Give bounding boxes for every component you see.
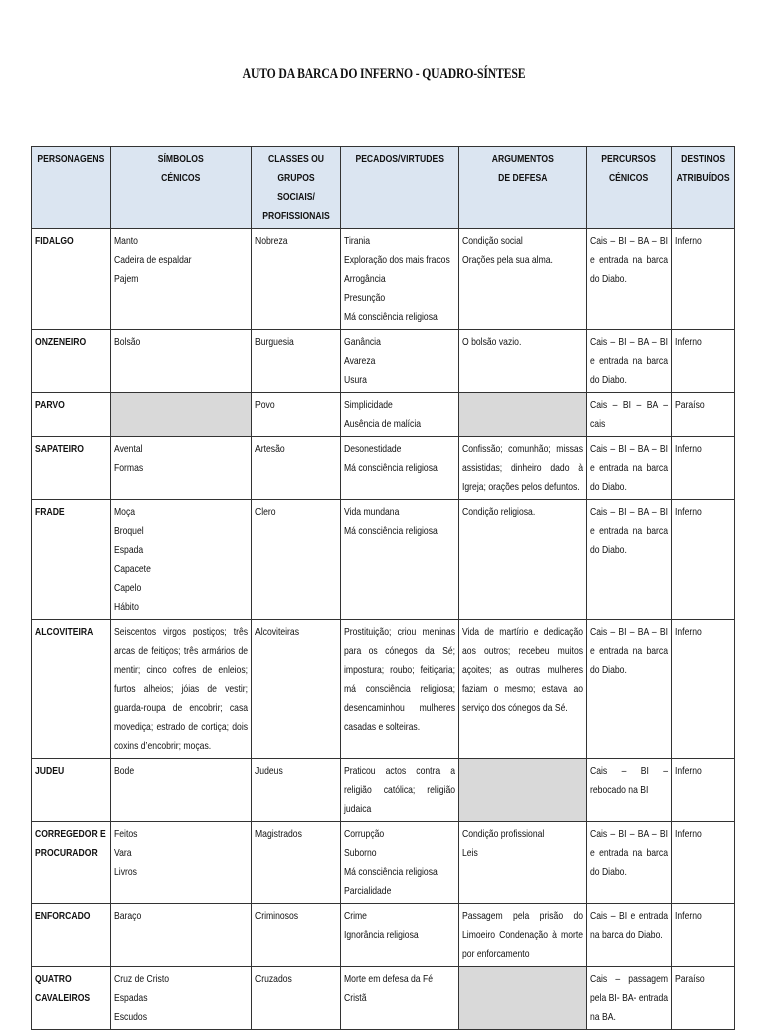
cell-destino-text: Inferno (675, 336, 702, 348)
col-personagens-header (32, 147, 111, 229)
cell-pecados-line: Avareza (344, 355, 376, 367)
cell-percurso-text: Cais – BI – BA – BI e entrada na barca do Diabo. (590, 828, 669, 878)
cell-percurso-text: Cais – BI – BA – BI e entrada na barca do Diabo. (590, 506, 669, 556)
cell-classe (252, 437, 341, 500)
cell-simbolos-line: Espada (114, 544, 144, 556)
table-row (32, 229, 735, 330)
cell-pecados-line: Usura (344, 374, 367, 386)
cell-percurso-text: Cais – BI – BA – BI e entrada na barca do Diabo. (590, 235, 669, 285)
header-text: CÉNICOS (609, 172, 649, 184)
cell-classe (252, 967, 341, 1030)
table-row (32, 822, 735, 904)
header-text: DESTINOS (680, 153, 726, 165)
cell-argumentos (459, 330, 587, 393)
cell-percurso-text: Cais – BI e entrada na barca do Diabo. (590, 910, 669, 941)
cell-classe-line: Criminosos (255, 910, 299, 922)
cell-pecados-line: Suborno (344, 847, 377, 859)
cell-classe-line: Alcoviteiras (255, 626, 300, 638)
cell-percurso (587, 393, 672, 437)
cell-simbolos-line: Vara (114, 847, 132, 859)
cell-percurso (587, 229, 672, 330)
cell-classe-line: Nobreza (255, 235, 288, 247)
cell-destino (672, 229, 735, 330)
cell-argumentos (459, 500, 587, 620)
cell-percurso-text: Cais – BI – BA – BI e entrada na barca do Diabo. (590, 336, 669, 386)
cell-argumentos-line: Leis (462, 847, 478, 859)
cell-classe-line: Clero (255, 506, 276, 518)
col-pecados-header (341, 147, 459, 229)
cell-personagem (32, 759, 111, 822)
cell-percurso (587, 967, 672, 1030)
cell-percurso (587, 437, 672, 500)
cell-pecados (341, 229, 459, 330)
cell-classe (252, 330, 341, 393)
cell-personagem (32, 229, 111, 330)
cell-destino-text: Inferno (675, 626, 702, 638)
header-text: SOCIAIS/ (277, 191, 315, 203)
cell-percurso-text: Cais – passagem pela BI- BA- entrada na BA. (590, 973, 669, 1023)
table-row (32, 393, 735, 437)
cell-pecados-line: Desonestidade (344, 443, 402, 455)
cell-simbolos (111, 759, 252, 822)
header-text: SÍMBOLOS (158, 153, 204, 165)
cell-destino-text: Paraíso (675, 973, 705, 985)
cell-personagem (32, 500, 111, 620)
cell-destino (672, 759, 735, 822)
col-classes-header (252, 147, 341, 229)
cell-classe (252, 822, 341, 904)
cell-pecados (341, 330, 459, 393)
cell-argumentos-line: Condição social (462, 235, 523, 247)
cell-classe (252, 759, 341, 822)
cell-destino (672, 904, 735, 967)
cell-simbolos (111, 822, 252, 904)
cell-personagem-line: ONZENEIRO (35, 336, 87, 348)
cell-simbolos-line: Pajem (114, 273, 139, 285)
cell-argumentos-line: Condição profissional (462, 828, 545, 840)
cell-pecados-line: Ignorância religiosa (344, 929, 419, 941)
cell-argumentos (459, 437, 587, 500)
cell-personagem (32, 330, 111, 393)
cell-simbolos-line: Manto (114, 235, 138, 247)
cell-destino-text: Inferno (675, 828, 702, 840)
table-row (32, 437, 735, 500)
cell-classe-line: Povo (255, 399, 275, 411)
cell-classe (252, 229, 341, 330)
cell-percurso (587, 330, 672, 393)
cell-percurso (587, 620, 672, 759)
cell-destino (672, 437, 735, 500)
cell-classe (252, 620, 341, 759)
cell-pecados-line: Má consciência religiosa (344, 866, 438, 878)
cell-simbolos-line: Baraço (114, 910, 142, 922)
cell-simbolos-line: Espadas (114, 992, 148, 1004)
cell-pecados-line: Corrupção (344, 828, 385, 840)
cell-personagem (32, 437, 111, 500)
cell-pecados (341, 759, 459, 822)
cell-classe (252, 393, 341, 437)
cell-pecados-text: Praticou actos contra a religião católica; religião judaica (344, 765, 456, 815)
cell-simbolos-line: Capacete (114, 563, 151, 575)
col-simbolos-header (111, 147, 252, 229)
cell-simbolos (111, 500, 252, 620)
cell-destino (672, 967, 735, 1030)
col-argumentos-header (459, 147, 587, 229)
table-row (32, 967, 735, 1030)
cell-pecados (341, 822, 459, 904)
cell-pecados (341, 967, 459, 1030)
cell-simbolos (111, 330, 252, 393)
cell-personagem (32, 904, 111, 967)
cell-pecados (341, 620, 459, 759)
cell-destino-text: Inferno (675, 910, 702, 922)
cell-destino-text: Inferno (675, 235, 702, 247)
cell-pecados (341, 500, 459, 620)
cell-personagem (32, 620, 111, 759)
table-row (32, 330, 735, 393)
cell-pecados (341, 393, 459, 437)
cell-pecados-line: Má consciência religiosa (344, 525, 438, 537)
cell-personagem-line: ENFORCADO (35, 910, 91, 922)
cell-argumentos (459, 904, 587, 967)
cell-destino-text: Inferno (675, 765, 702, 777)
cell-simbolos-line: Hábito (114, 601, 139, 613)
cell-pecados (341, 437, 459, 500)
cell-personagem-line: ALCOVITEIRA (35, 626, 94, 638)
cell-classe (252, 500, 341, 620)
cell-percurso-text: Cais – BI – BA – cais (590, 399, 669, 430)
cell-simbolos (111, 904, 252, 967)
col-percursos-header (587, 147, 672, 229)
cell-personagem-line: PROCURADOR (35, 847, 98, 859)
cell-simbolos-line: Cruz de Cristo (114, 973, 170, 985)
cell-argumentos (459, 822, 587, 904)
cell-simbolos-line: Broquel (114, 525, 144, 537)
cell-simbolos (111, 437, 252, 500)
cell-personagem (32, 393, 111, 437)
cell-argumentos (459, 393, 587, 437)
cell-pecados-text: Prostituição; criou meninas para os cónegos da Sé; impostura; roubo; feitiçaria; má consciência religiosa; desencaminhou mulheres casadas e solteiras. (344, 626, 456, 733)
cell-pecados-line: Vida mundana (344, 506, 400, 518)
cell-pecados-line: Simplicidade (344, 399, 393, 411)
cell-pecados (341, 904, 459, 967)
header-text: PECADOS/VIRTUDES (355, 153, 444, 165)
cell-destino-text: Paraíso (675, 399, 705, 411)
cell-personagem-line: QUATRO (35, 973, 72, 985)
cell-personagem (32, 967, 111, 1030)
cell-argumentos-text: Confissão; comunhão; missas assistidas; dinheiro dado à Igreja; orações pelos defuntos. (462, 443, 584, 493)
col-destinos-header (672, 147, 735, 229)
cell-destino (672, 822, 735, 904)
table-row (32, 620, 735, 759)
header-text: PERCURSOS (601, 153, 657, 165)
cell-simbolos-line: Escudos (114, 1011, 148, 1023)
cell-simbolos-text: Seiscentos virgos postiços; três arcas de feitiços; três armários de mentir; cinco cofres de enleios; furtos alheios; jóias de vestir; guarda-roupa de encobrir; casa movediça; estrado de cortiça; dois coxins d’encobrir; moças. (114, 626, 249, 752)
cell-personagem-line: FIDALGO (35, 235, 74, 247)
cell-personagem-line: CORREGEDOR E (35, 828, 106, 840)
cell-simbolos (111, 620, 252, 759)
cell-simbolos-line: Livros (114, 866, 137, 878)
cell-personagem-line: JUDEU (35, 765, 65, 777)
cell-percurso-text: Cais – BI – BA – BI e entrada na barca do Diabo. (590, 626, 669, 676)
cell-percurso (587, 759, 672, 822)
cell-destino (672, 500, 735, 620)
cell-argumentos-text: Passagem pela prisão do Limoeiro Condenação à morte por enforcamento (462, 910, 584, 960)
header-text: CÉNICOS (161, 172, 201, 184)
cell-pecados-line: Presunção (344, 292, 386, 304)
cell-simbolos-line: Formas (114, 462, 144, 474)
cell-pecados-line: Má consciência religiosa (344, 311, 438, 323)
cell-argumentos (459, 620, 587, 759)
cell-percurso (587, 500, 672, 620)
cell-simbolos-line: Bolsão (114, 336, 141, 348)
cell-simbolos-line: Capelo (114, 582, 142, 594)
cell-argumentos-line: O bolsão vazio. (462, 336, 522, 348)
cell-pecados-line: Tirania (344, 235, 371, 247)
cell-destino (672, 330, 735, 393)
header-text: PERSONAGENS (37, 153, 105, 165)
cell-simbolos-line: Moça (114, 506, 136, 518)
cell-simbolos-line: Avental (114, 443, 143, 455)
table-row (32, 904, 735, 967)
cell-classe (252, 904, 341, 967)
cell-percurso (587, 822, 672, 904)
cell-simbolos (111, 229, 252, 330)
cell-argumentos (459, 759, 587, 822)
cell-destino (672, 393, 735, 437)
cell-pecados-line: Ganância (344, 336, 381, 348)
header-text: ATRIBUÍDOS (676, 172, 730, 184)
cell-destino-text: Inferno (675, 506, 702, 518)
cell-personagem-line: CAVALEIROS (35, 992, 91, 1004)
cell-simbolos-line: Feitos (114, 828, 138, 840)
cell-simbolos-line: Bode (114, 765, 135, 777)
cell-percurso (587, 904, 672, 967)
header-row (32, 147, 735, 229)
cell-argumentos-line: Condição religiosa. (462, 506, 536, 518)
cell-classe-line: Magistrados (255, 828, 302, 840)
cell-simbolos-line: Cadeira de espaldar (114, 254, 192, 266)
cell-argumentos (459, 229, 587, 330)
header-text: CLASSES OU GRUPOS (268, 153, 324, 184)
cell-pecados-line: Crime (344, 910, 367, 922)
table-row (32, 500, 735, 620)
cell-pecados-line: Arrogância (344, 273, 386, 285)
cell-pecados-line: Má consciência religiosa (344, 462, 438, 474)
synthesis-table (31, 146, 735, 1030)
cell-personagem-line: PARVO (35, 399, 65, 411)
cell-pecados-line: Morte em defesa da Fé Cristã (344, 973, 434, 1004)
cell-percurso-text: Cais – BI – rebocado na BI (590, 765, 669, 796)
cell-percurso-text: Cais – BI – BA – BI e entrada na barca do Diabo. (590, 443, 669, 493)
cell-pecados-line: Ausência de malícia (344, 418, 422, 430)
document-title: AUTO DA BARCA DO INFERNO - QUADRO-SÍNTESE (242, 66, 526, 82)
cell-pecados-line: Parcialidade (344, 885, 392, 897)
cell-personagem-line: FRADE (35, 506, 65, 518)
cell-destino (672, 620, 735, 759)
header-text: ARGUMENTOS (491, 153, 554, 165)
cell-pecados-line: Exploração dos mais fracos (344, 254, 450, 266)
cell-argumentos-line: Orações pela sua alma. (462, 254, 553, 266)
cell-simbolos (111, 393, 252, 437)
cell-classe-line: Judeus (255, 765, 283, 777)
cell-argumentos-text: Vida de martírio e dedicação aos outros; recebeu muitos açoites; as outras mulheres faziam o mesmo; estava ao serviço dos cónegos da Sé. (462, 626, 584, 714)
cell-personagem-line: SAPATEIRO (35, 443, 84, 455)
cell-simbolos (111, 967, 252, 1030)
header-text: DE DEFESA (497, 172, 548, 184)
cell-destino-text: Inferno (675, 443, 702, 455)
cell-argumentos (459, 967, 587, 1030)
cell-classe-line: Artesão (255, 443, 285, 455)
cell-classe-line: Cruzados (255, 973, 292, 985)
table-body (32, 229, 735, 1030)
table-row (32, 759, 735, 822)
cell-personagem (32, 822, 111, 904)
header-text: PROFISSIONAIS (262, 210, 330, 222)
cell-classe-line: Burguesia (255, 336, 294, 348)
